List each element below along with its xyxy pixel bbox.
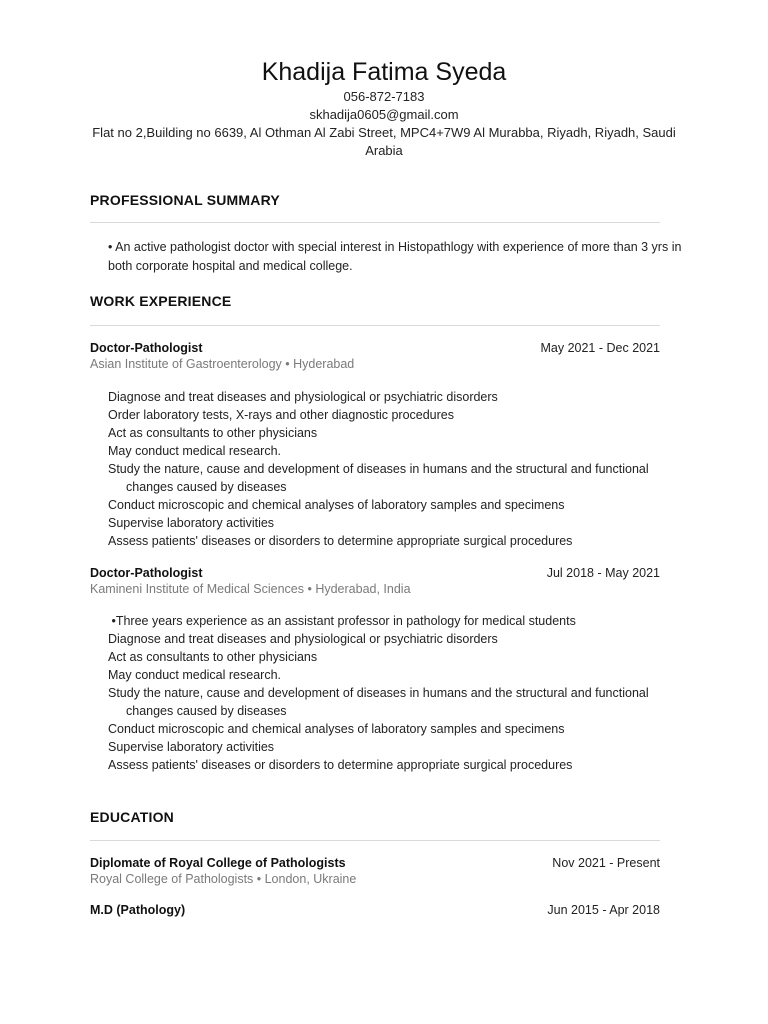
phone-number: 056-872-7183: [343, 89, 425, 104]
duty-item: Act as consultants to other physicians: [108, 426, 318, 440]
job-duties-list: [108, 612, 668, 774]
job-dates: May 2021 - Dec 2021: [540, 341, 660, 355]
education-heading: EDUCATION: [90, 809, 174, 825]
duty-item: Conduct microscopic and chemical analyses of laboratory samples and specimens: [108, 722, 565, 736]
postal-address: Flat no 2,Building no 6639, Al Othman Al Zabi Street, MPC4+7W9 Al Murabba, Riyadh, Riyadh, Saudi Arabia: [92, 125, 676, 158]
job-duties-list: [108, 388, 668, 550]
job-organization: Kamineni Institute of Medical Sciences • Hyderabad, India: [90, 582, 411, 596]
candidate-name: Khadija Fatima Syeda: [261, 58, 507, 86]
duty-item: Diagnose and treat diseases and physiological or psychiatric disorders: [108, 390, 498, 404]
degree-dates: Jun 2015 - Apr 2018: [547, 903, 660, 917]
duty-item: Order laboratory tests, X-rays and other diagnostic procedures: [108, 408, 455, 422]
duty-item: Supervise laboratory activities: [108, 516, 275, 530]
degree-institution: Royal College of Pathologists • London, Ukraine: [90, 872, 357, 886]
job-title: Doctor-Pathologist: [90, 566, 203, 580]
section-divider: [90, 840, 660, 841]
degree-dates: Nov 2021 - Present: [552, 856, 660, 870]
job-title: Doctor-Pathologist: [90, 341, 203, 355]
duty-item: May conduct medical research.: [108, 444, 281, 458]
work-experience-heading: WORK EXPERIENCE: [90, 293, 232, 309]
resume-header: [0, 56, 768, 160]
summary-heading: PROFESSIONAL SUMMARY: [90, 192, 280, 208]
duty-item: Assess patients' diseases or disorders to determine appropriate surgical procedures: [108, 758, 573, 772]
duty-item: Conduct microscopic and chemical analyses of laboratory samples and specimens: [108, 498, 565, 512]
job-organization: Asian Institute of Gastroenterology • Hyderabad: [90, 357, 355, 371]
email-address: skhadija0605@gmail.com: [309, 107, 459, 122]
duty-item: Diagnose and treat diseases and physiological or psychiatric disorders: [108, 632, 498, 646]
degree-title: M.D (Pathology): [90, 903, 186, 917]
duty-item: Study the nature, cause and development of diseases in humans and the structural and functional changes caused by diseases: [108, 462, 649, 494]
duty-item: •Three years experience as an assistant professor in pathology for medical students: [108, 614, 576, 628]
duty-item: Assess patients' diseases or disorders to determine appropriate surgical procedures: [108, 534, 573, 548]
duty-item: Act as consultants to other physicians: [108, 650, 318, 664]
duty-item: Supervise laboratory activities: [108, 740, 275, 754]
degree-title: Diplomate of Royal College of Pathologists: [90, 856, 346, 870]
job-dates: Jul 2018 - May 2021: [546, 566, 660, 580]
section-divider: [90, 222, 660, 223]
section-divider: [90, 325, 660, 326]
duty-item: May conduct medical research.: [108, 668, 281, 682]
duty-item: Study the nature, cause and development of diseases in humans and the structural and functional changes caused by diseases: [108, 686, 649, 718]
summary-text: • An active pathologist doctor with special interest in Histopathlogy with experience of more than 3 yrs in both corporate hospital and medical college.: [108, 240, 682, 273]
